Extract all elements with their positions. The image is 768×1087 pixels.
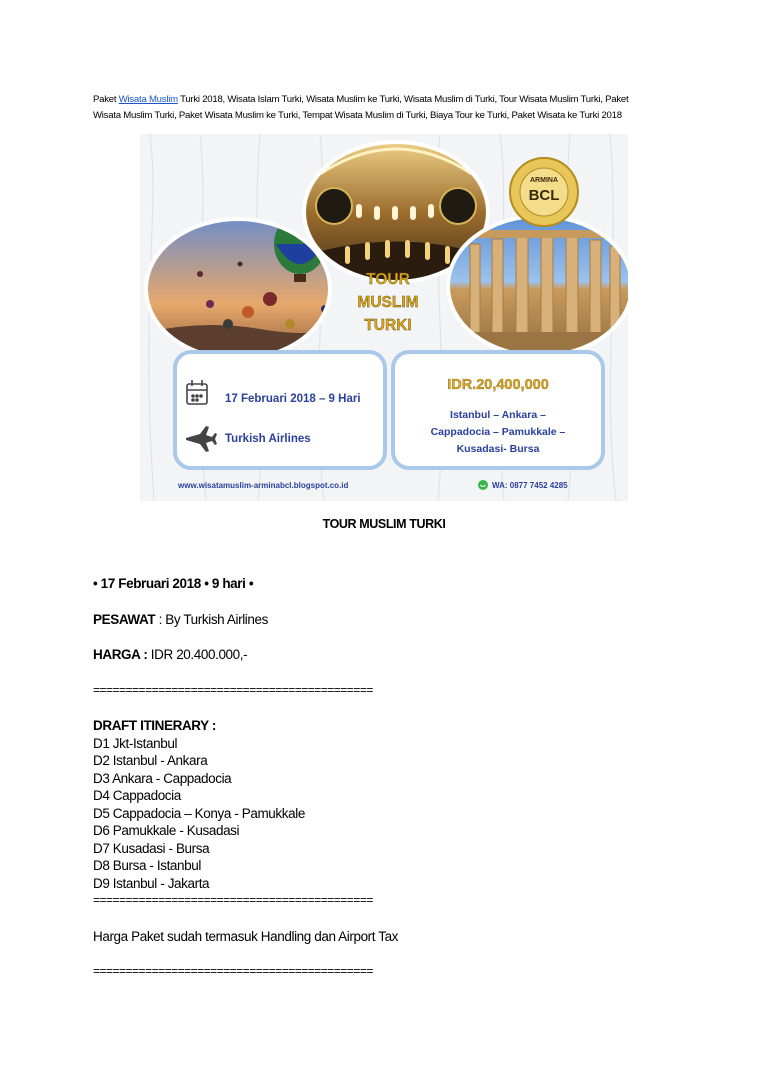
logo-main-text: ARMINA xyxy=(530,177,558,184)
poster-title-line-2: MUSLIM xyxy=(357,294,419,311)
whatsapp-icon xyxy=(478,480,488,490)
armina-bcl-logo xyxy=(510,158,578,226)
pesawat-label: PESAWAT xyxy=(93,611,156,627)
itinerary-day: D3 Ankara - Cappadocia xyxy=(93,770,232,786)
spacer xyxy=(93,664,693,682)
poster-date-text: 17 Februari 2018 – 9 Hari xyxy=(225,393,361,405)
separator-3: =========================================== xyxy=(93,964,373,978)
poster-whatsapp-text: WA: 0877 7452 4285 xyxy=(492,481,568,490)
spacer xyxy=(93,945,693,963)
harga-label: HARGA : xyxy=(93,647,148,662)
spacer xyxy=(93,699,693,717)
price-note: Harga Paket sudah termasuk Handling dan Airport Tax xyxy=(93,928,399,944)
spacer xyxy=(93,593,693,611)
logo-sub-text: BCL xyxy=(528,187,560,204)
intro-line-2: Wisata Muslim Turki, Paket Wisata Muslim ke Turki, Tempat Wisata Muslim di Turki, Biaya Tour ke Turki, Paket Wisata ke Turki 2018 xyxy=(93,110,622,121)
itinerary-title: DRAFT ITINERARY : xyxy=(93,718,216,733)
itinerary-day: D1 Jkt-Istanbul xyxy=(93,735,178,751)
poster-title-line-3: TURKI xyxy=(364,317,412,334)
pesawat-line xyxy=(93,611,693,629)
spacer xyxy=(93,910,693,928)
itinerary-day: D4 Cappadocia xyxy=(93,788,181,803)
poster-route-line-3: Kusadasi- Bursa xyxy=(456,443,540,455)
itinerary-day: D5 Cappadocia – Konya - Pamukkale xyxy=(93,805,305,821)
poster-website-text: www.wisatamuslim-arminabcl.blogspot.co.id xyxy=(178,481,349,490)
itinerary-day: D6 Pamukkale - Kusadasi xyxy=(93,823,240,838)
itinerary-day: D8 Bursa - Istanbul xyxy=(93,858,201,873)
tour-poster xyxy=(140,134,628,501)
itinerary-day: D7 Kusadasi - Bursa xyxy=(93,840,210,856)
poster-airline-text: Turkish Airlines xyxy=(225,433,311,445)
separator-1: =========================================== xyxy=(93,682,373,697)
poster-price-text: IDR.20,400,000 xyxy=(447,377,549,393)
poster-route-line-1: Istanbul – Ankara – xyxy=(450,409,546,421)
spacer xyxy=(93,628,693,646)
date-line: • 17 Februari 2018 • 9 hari • xyxy=(93,576,254,591)
separator-2: =========================================== xyxy=(93,893,373,907)
harga-value: IDR 20.400.000,- xyxy=(147,647,248,662)
itinerary-day: D2 Istanbul - Ankara xyxy=(93,753,208,768)
wisata-muslim-link[interactable]: Wisata Muslim xyxy=(118,94,178,105)
poster-title-line-1: TOUR xyxy=(366,271,410,288)
intro-paragraph xyxy=(93,92,673,124)
poster-route-line-2: Cappadocia – Pamukkale – xyxy=(430,426,566,438)
itinerary-day: D9 Istanbul - Jakarta xyxy=(93,875,210,891)
harga-line xyxy=(93,646,693,664)
intro-rest: Turki 2018, Wisata Islam Turki, Wisata Muslim ke Turki, Wisata Muslim di Turki, Tour Wisata Muslim Turki, Paket xyxy=(177,94,629,105)
pesawat-value: : By Turkish Airlines xyxy=(155,611,268,627)
intro-line-1 xyxy=(93,92,673,108)
intro-prefix: Paket xyxy=(93,94,119,105)
tour-details xyxy=(93,575,693,981)
page-title: TOUR MUSLIM TURKI xyxy=(322,517,446,531)
